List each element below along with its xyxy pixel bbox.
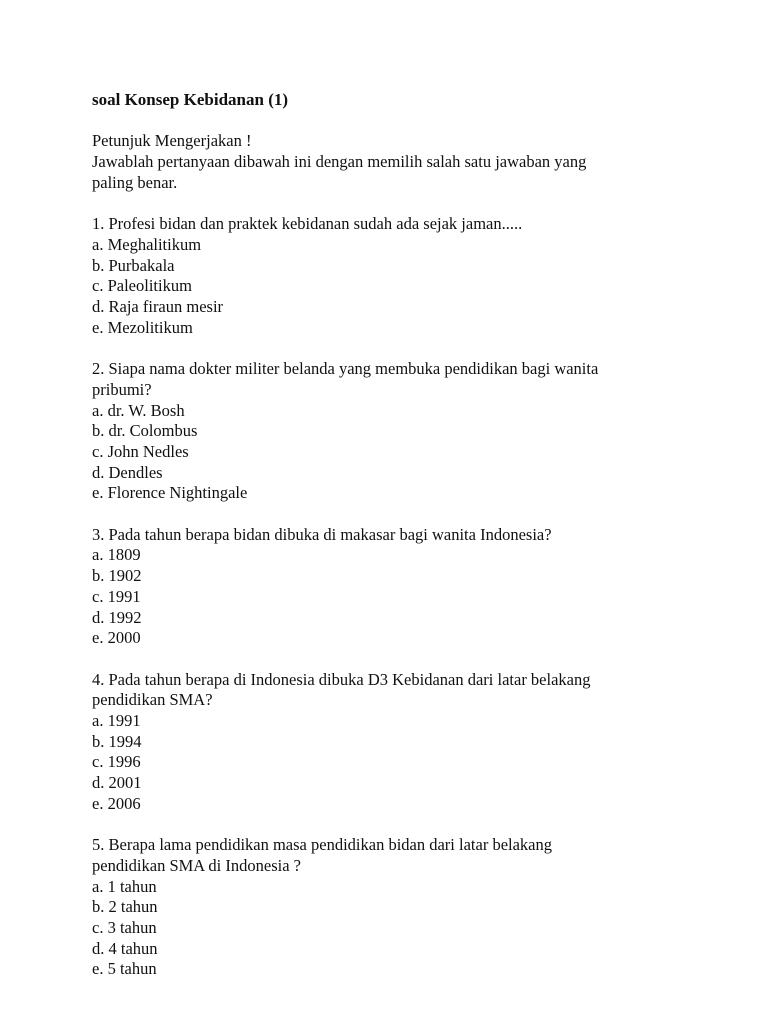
instructions-heading: Petunjuk Mengerjakan !	[92, 131, 252, 151]
instructions-line: paling benar.	[92, 172, 178, 192]
answer-option: e. 2000	[92, 628, 141, 648]
document-title: soal Konsep Kebidanan (1)	[92, 90, 289, 109]
answer-option: d. 2001	[92, 773, 142, 793]
spacer	[92, 504, 732, 525]
spacer	[92, 815, 732, 836]
answer-option: e. Florence Nightingale	[92, 483, 248, 503]
question-2	[92, 359, 732, 504]
answer-option: e. 5 tahun	[92, 959, 157, 979]
question-text: pribumi?	[92, 379, 152, 399]
answer-option: d. 1992	[92, 607, 142, 627]
question-text: 5. Berapa lama pendidikan masa pendidikan bidan dari latar belakang	[92, 835, 552, 855]
question-text: 1. Profesi bidan dan praktek kebidanan sudah ada sejak jaman.....	[92, 214, 523, 234]
question-1	[92, 214, 732, 338]
question-text: pendidikan SMA?	[92, 690, 213, 710]
answer-option: e. Mezolitikum	[92, 317, 193, 337]
question-text: 3. Pada tahun berapa bidan dibuka di makasar bagi wanita Indonesia?	[92, 524, 552, 544]
question-text: pendidikan SMA di Indonesia ?	[92, 855, 301, 875]
answer-option: b. 1902	[92, 566, 142, 586]
question-text: 2. Siapa nama dokter militer belanda yang membuka pendidikan bagi wanita	[92, 359, 599, 379]
answer-option: a. dr. W. Bosh	[92, 400, 185, 420]
question-4	[92, 670, 732, 815]
answer-option: c. Paleolitikum	[92, 276, 192, 296]
answer-option: a. Meghalitikum	[92, 234, 202, 254]
spacer	[92, 649, 732, 670]
spacer	[92, 338, 732, 359]
answer-option: a. 1991	[92, 711, 141, 731]
spacer	[92, 111, 732, 132]
answer-option: d. Dendles	[92, 462, 163, 482]
answer-option: c. 3 tahun	[92, 918, 157, 938]
instructions-line: Jawablah pertanyaan dibawah ini dengan memilih salah satu jawaban yang	[92, 152, 587, 172]
question-3	[92, 525, 732, 649]
question-5	[92, 835, 732, 980]
answer-option: b. dr. Colombus	[92, 421, 198, 441]
answer-option: c. 1991	[92, 586, 141, 606]
answer-option: b. 1994	[92, 731, 142, 751]
answer-option: e. 2006	[92, 793, 141, 813]
spacer	[92, 194, 732, 215]
question-text: 4. Pada tahun berapa di Indonesia dibuka D3 Kebidanan dari latar belakang	[92, 669, 591, 689]
answer-option: a. 1809	[92, 545, 141, 565]
answer-option: b. Purbakala	[92, 255, 175, 275]
answer-option: a. 1 tahun	[92, 876, 157, 896]
document-page	[92, 90, 732, 980]
instructions	[92, 131, 732, 193]
answer-option: d. Raja firaun mesir	[92, 297, 224, 316]
answer-option: d. 4 tahun	[92, 938, 158, 958]
answer-option: c. 1996	[92, 752, 141, 772]
answer-option: c. John Nedles	[92, 441, 189, 461]
answer-option: b. 2 tahun	[92, 897, 158, 917]
